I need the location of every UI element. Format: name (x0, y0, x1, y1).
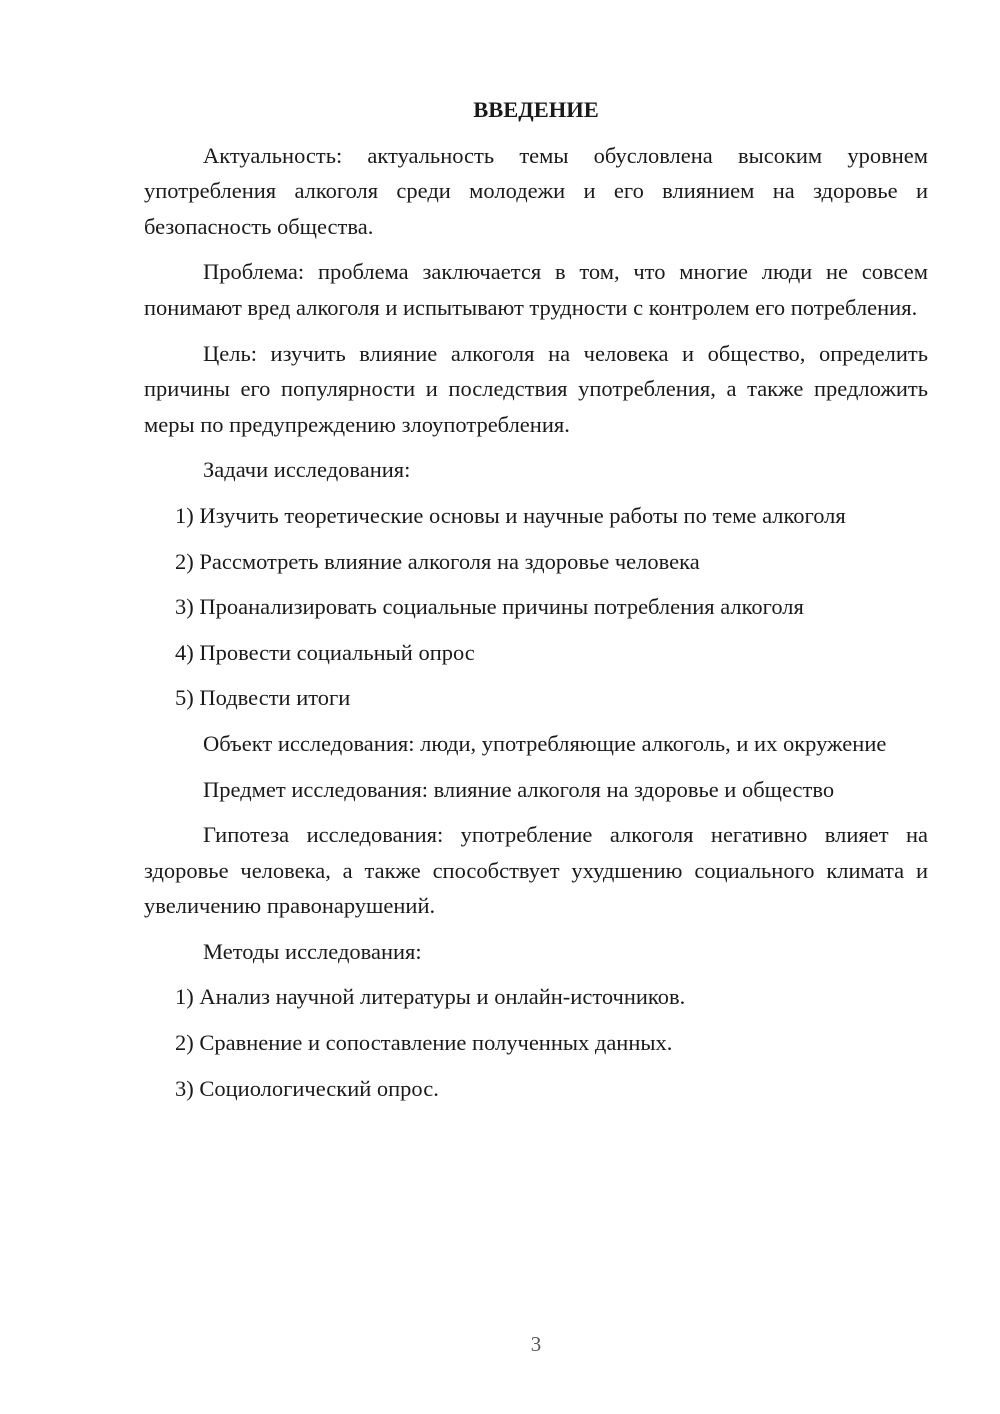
object-paragraph: Объект исследования: люди, употребляющие алкоголь, и их окружение (203, 730, 887, 756)
page-number: 3 (530, 1332, 542, 1356)
tasks-label: Задачи исследования: (203, 457, 411, 483)
method-item: 2) Сравнение и сопоставление полученных данных. (175, 1030, 673, 1056)
goal-paragraph: Цель: изучить влияние алкоголя на человека и общество, определить причины его популярности и последствия употребления, а также предложить меры по предупреждению злоупотребления. (144, 340, 928, 437)
page-content (144, 92, 928, 1116)
task-item: 1) Изучить теоретические основы и научные работы по теме алкоголя (175, 502, 846, 528)
problem-paragraph: Проблема: проблема заключается в том, что многие люди не совсем понимают вред алкоголя и испытывают трудности с контролем его потребления. (144, 259, 928, 320)
methods-label: Методы исследования: (203, 938, 422, 964)
section-heading: ВВЕДЕНИЕ (473, 97, 599, 122)
method-item: 1) Анализ научной литературы и онлайн-источников. (175, 984, 686, 1010)
task-item: 4) Провести социальный опрос (175, 639, 475, 665)
subject-paragraph: Предмет исследования: влияние алкоголя на здоровье и общество (203, 776, 835, 802)
hypothesis-paragraph: Гипотеза исследования: употребление алкоголя негативно влияет на здоровье человека, а также способствует ухудшению социального климата и увеличению правонарушений. (144, 822, 928, 919)
task-item: 3) Проанализировать социальные причины потребления алкоголя (175, 594, 804, 620)
task-item: 5) Подвести итоги (175, 685, 351, 711)
relevance-paragraph: Актуальность: актуальность темы обусловлена высоким уровнем употребления алкоголя среди молодежи и его влиянием на здоровье и безопасность общества. (144, 142, 928, 239)
task-item: 2) Рассмотреть влияние алкоголя на здоровье человека (175, 548, 700, 574)
method-item: 3) Социологический опрос. (175, 1075, 439, 1101)
